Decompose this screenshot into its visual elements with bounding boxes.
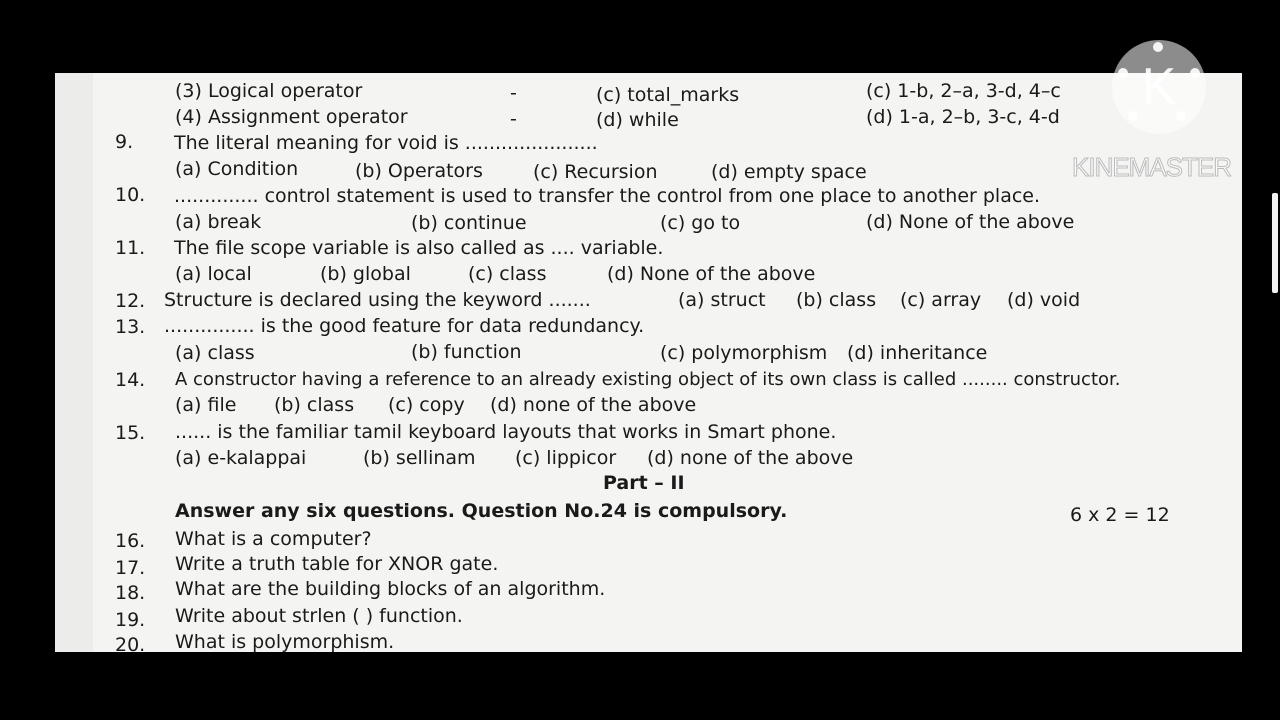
logo-dot-icon (1190, 68, 1200, 78)
option: (d) inheritance (847, 342, 988, 364)
q8-item-4: (4) Assignment operator (175, 106, 408, 128)
question-text: .............. control statement is used to transfer the control from one place to another place. (174, 185, 1041, 207)
question-number: 10. (115, 184, 146, 206)
option: (b) continue (411, 212, 527, 234)
scrollbar[interactable] (1272, 193, 1278, 293)
q8-match-3: (c) 1-b, 2–a, 3-d, 4–c (866, 80, 1061, 102)
option: (d) void (1007, 289, 1081, 311)
question-number: 12. (115, 290, 146, 312)
question-number: 15. (115, 422, 146, 444)
option: (a) e-kalappai (175, 447, 307, 469)
question-text: What is polymorphism. (175, 631, 395, 653)
option: (c) lippicor (515, 447, 617, 469)
option: (c) array (900, 289, 982, 311)
question-text: The file scope variable is also called as .... variable. (174, 237, 664, 259)
q8-match-4: (d) 1-a, 2–b, 3-c, 4-d (866, 106, 1060, 128)
option: (b) global (320, 263, 411, 285)
question-number: 14. (115, 369, 146, 391)
option: (a) class (175, 342, 255, 364)
question-number: 13. (115, 316, 146, 338)
question-text: ............... is the good feature for data redundancy. (164, 315, 645, 337)
option: (b) class (274, 394, 355, 416)
question-number: 9. (115, 131, 134, 153)
question-number: 17. (115, 557, 146, 579)
kinemaster-logo-letter: K (1141, 58, 1177, 116)
paper-margin (55, 73, 93, 652)
question-text: Write a truth table for XNOR gate. (175, 553, 499, 575)
question-number: 18. (115, 582, 146, 604)
option: (a) file (175, 394, 237, 416)
option: (c) go to (660, 212, 741, 234)
q8-item-3: (3) Logical operator (175, 80, 363, 102)
option: (d) none of the above (647, 447, 854, 469)
logo-dot-icon (1118, 68, 1128, 78)
option: (c) class (468, 263, 547, 285)
option: (c) copy (388, 394, 465, 416)
option: (a) struct (678, 289, 766, 311)
kinemaster-watermark: KINEMASTER (1072, 152, 1232, 182)
option: (a) break (175, 211, 262, 233)
option: (d) empty space (711, 161, 867, 183)
option: (a) Condition (175, 158, 299, 180)
q8-dash-4: - (510, 108, 517, 130)
q8-mid-4: (d) while (596, 109, 679, 131)
question-text: A constructor having a reference to an already existing object of its own class is called ........ constructor. (175, 369, 1121, 390)
logo-dot-icon (1176, 111, 1186, 121)
question-text: ...... is the familiar tamil keyboard layouts that works in Smart phone. (175, 421, 837, 443)
question-number: 11. (115, 237, 146, 259)
option: (c) Recursion (533, 161, 658, 183)
question-number: 20. (115, 634, 146, 656)
option: (a) local (175, 263, 252, 285)
section-marks: 6 x 2 = 12 (1070, 504, 1170, 526)
option: (c) polymorphism (660, 342, 828, 364)
q8-mid-3: (c) total_marks (596, 84, 740, 106)
question-text: What is a computer? (175, 528, 372, 550)
option: (b) function (411, 341, 522, 363)
section-heading: Part – II (603, 472, 685, 494)
question-number: 16. (115, 530, 146, 552)
option: (d) None of the above (866, 211, 1075, 233)
logo-dot-icon (1128, 111, 1138, 121)
q8-dash-3: - (510, 82, 517, 104)
question-text: The literal meaning for void is ...................... (174, 132, 598, 154)
question-text: What are the building blocks of an algorithm. (175, 578, 606, 600)
logo-dot-icon (1153, 42, 1163, 52)
section-instruction: Answer any six questions. Question No.24 is compulsory. (175, 500, 788, 522)
question-number: 19. (115, 609, 146, 631)
question-text: Structure is declared using the keyword ....... (164, 289, 591, 311)
option: (b) class (796, 289, 877, 311)
option: (b) sellinam (363, 447, 476, 469)
option: (d) none of the above (490, 394, 697, 416)
option: (b) Operators (355, 160, 483, 182)
question-text: Write about strlen ( ) function. (175, 605, 463, 627)
option: (d) None of the above (607, 263, 816, 285)
